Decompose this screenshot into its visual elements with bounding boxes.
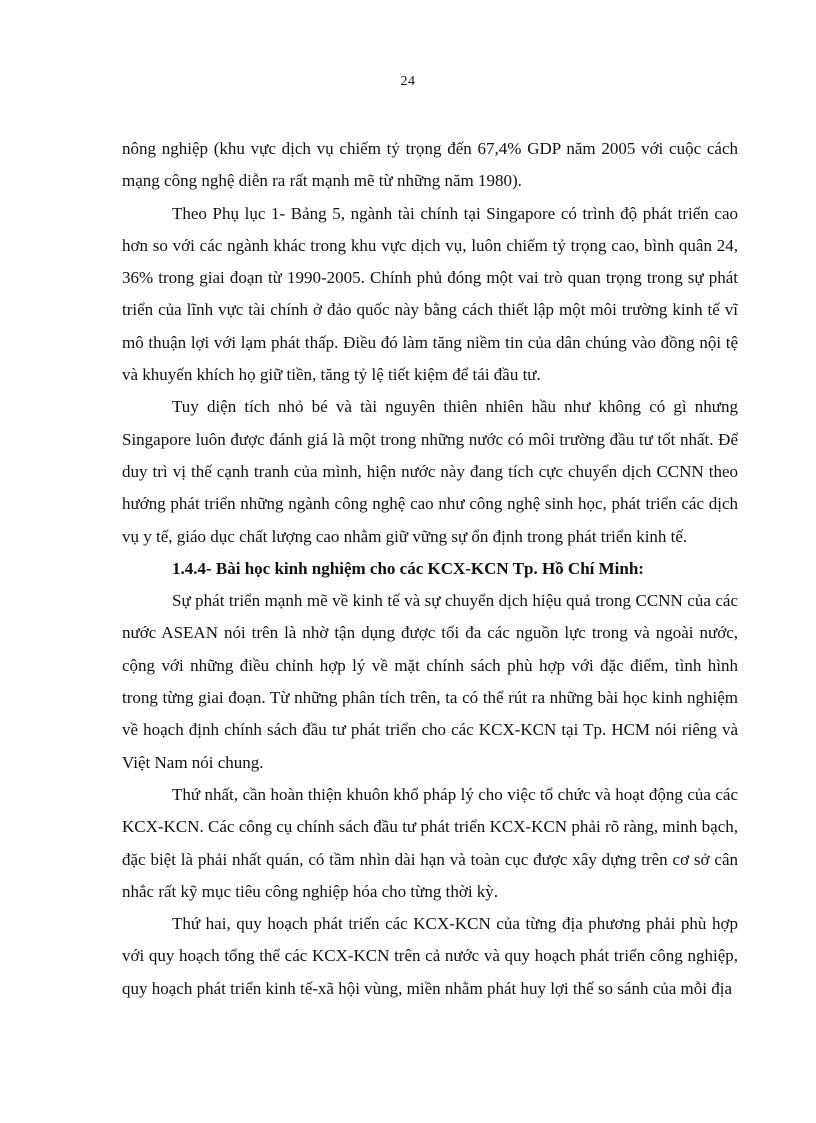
section-heading: 1.4.4- Bài học kinh nghiệm cho các KCX-KCN Tp. Hồ Chí Minh: [172, 558, 644, 578]
paragraph-singapore-investment: Tuy diện tích nhỏ bé và tài nguyên thiên nhiên hầu như không có gì nhưng Singapore luôn được đánh giá là một trong những nước có môi trường đầu tư tốt nhất. Để duy trì vị thế cạnh tranh của mình, hiện nước này đang tích cực chuyển dịch CCNN theo hướng phát triển những ngành công nghệ cao như công nghệ sinh học, phát triển các dịch vụ y tế, giáo dục chất lượng cao nhằm giữ vững sự ổn định trong phát triển kinh tế. [122, 397, 738, 546]
paragraph-second-lesson: Thứ hai, quy hoạch phát triển các KCX-KCN của từng địa phương phải phù hợp với quy hoạch tổng thể các KCX-KCN trên cả nước và quy hoạch phát triển công nghiệp, quy hoạch phát triển kinh tế-xã hội vùng, miền nhằm phát huy lợi thế so sánh của mỗi địa [122, 914, 738, 998]
paragraph-asean-lessons: Sự phát triển mạnh mẽ về kinh tế và sự chuyển dịch hiệu quả trong CCNN của các nước ASEAN nói trên là nhờ tận dụng được tối đa các nguồn lực trong và ngoài nước, cộng với những điều chỉnh hợp lý về mặt chính sách phù hợp với đặc điểm, tình hình trong từng giai đoạn. Từ những phân tích trên, ta có thể rút ra những bài học kinh nghiệm về hoạch định chính sách đầu tư phát triển cho các KCX-KCN tại Tp. HCM nói riêng và Việt Nam nói chung. [122, 591, 738, 772]
paragraph-continuation: nông nghiệp (khu vực dịch vụ chiếm tỷ trọng đến 67,4% GDP năm 2005 với cuộc cách mạng công nghệ diễn ra rất mạnh mẽ từ những năm 1980). [122, 139, 738, 191]
document-body [122, 133, 738, 1005]
paragraph-singapore-finance: Theo Phụ lục 1- Bảng 5, ngành tài chính tại Singapore có trình độ phát triển cao hơn so với các ngành khác trong khu vực dịch vụ, luôn chiếm tỷ trọng cao, bình quân 24, 36% trong giai đoạn từ 1990-2005. Chính phủ đóng một vai trò quan trọng trong sự phát triển của lĩnh vực tài chính ở đảo quốc này bằng cách thiết lập một môi trường kinh tế vĩ mô thuận lợi với lạm phát thấp. Điều đó làm tăng niềm tin của dân chúng vào đồng nội tệ và khuyến khích họ giữ tiền, tăng tỷ lệ tiết kiệm để tái đầu tư. [122, 203, 738, 385]
paragraph-first-lesson: Thứ nhất, cần hoàn thiện khuôn khổ pháp lý cho việc tổ chức và hoạt động của các KCX-KCN. Các công cụ chính sách đầu tư phát triển KCX-KCN phải rõ ràng, minh bạch, đặc biệt là phải nhất quán, có tầm nhìn dài hạn và toàn cục được xây dựng trên cơ sở cân nhắc rất kỹ mục tiêu công nghiệp hóa cho từng thời kỳ. [122, 784, 738, 901]
page-number: 24 [400, 74, 416, 89]
